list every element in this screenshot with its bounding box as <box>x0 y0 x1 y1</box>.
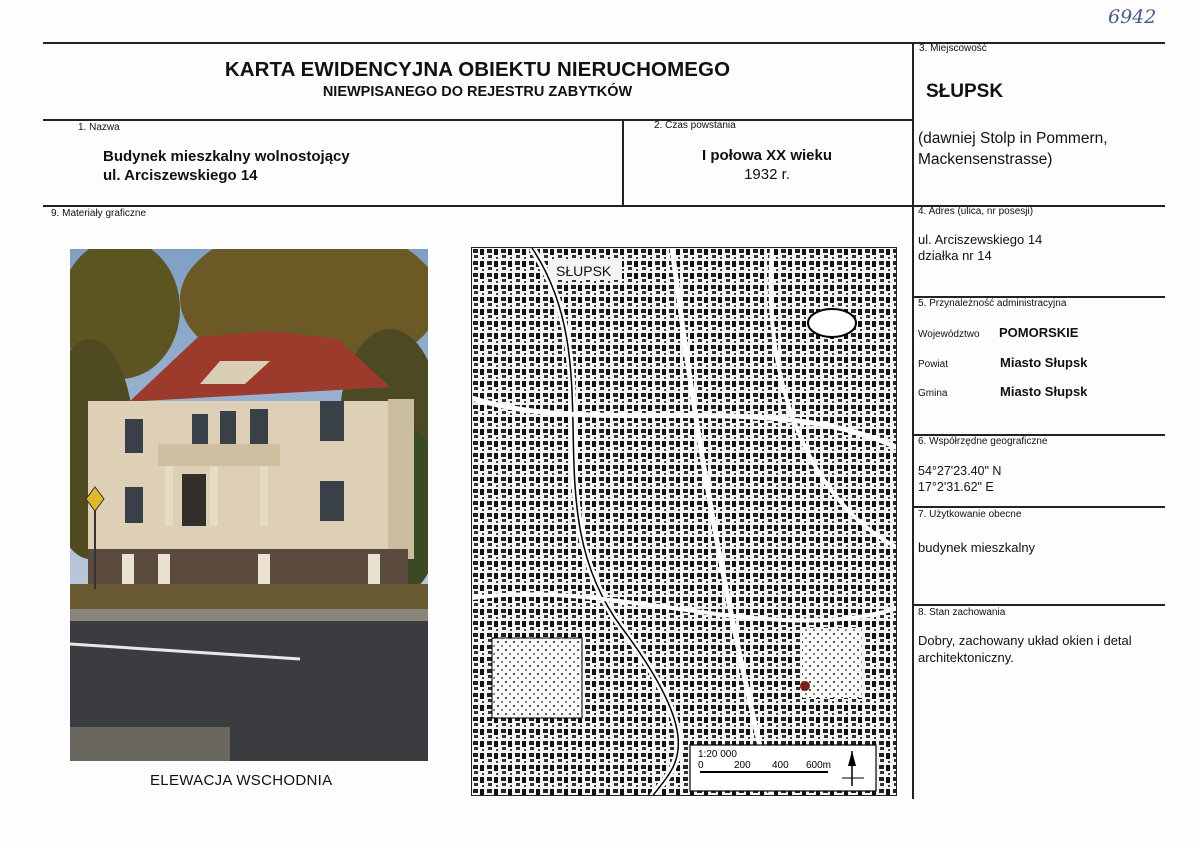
field9-label: 9. Materiały graficzne <box>51 208 147 219</box>
map-scale-tick-400: 400 <box>772 760 789 771</box>
document-title: KARTA EWIDENCYJNA OBIEKTU NIERUCHOMEGO <box>224 58 731 81</box>
document-number: 6942 <box>1108 6 1157 28</box>
object-name: Budynek mieszkalny wolnostojący <box>103 148 350 165</box>
field7-label: 7. Użytkowanie obecne <box>918 509 1022 520</box>
object-street: ul. Arciszewskiego 14 <box>103 167 258 184</box>
field1-label: 1. Nazwa <box>78 122 120 133</box>
top-border <box>43 42 1165 44</box>
longitude: 17°2'31.62" E <box>918 480 994 494</box>
county-key: Powiat <box>918 359 949 370</box>
map-scale-text: 1:20 000 <box>698 749 737 760</box>
locality-note-line2: Mackensenstrasse) <box>918 151 1053 168</box>
field8-label: 8. Stan zachowania <box>918 607 1006 618</box>
field4-label: 4. Adres (ulica, nr posesji) <box>918 206 1034 217</box>
photo-caption: ELEWACJA WSCHODNIA <box>150 772 333 789</box>
building-photo-drawing <box>70 249 428 761</box>
voivodeship-value: POMORSKIE <box>999 325 1079 340</box>
condition-line2: architektoniczny. <box>918 650 1014 665</box>
construction-year: 1932 r. <box>744 166 790 183</box>
map-scale-tick-600: 600m <box>806 760 832 771</box>
location-marker-icon <box>800 681 810 691</box>
commune-key: Gmina <box>918 388 948 399</box>
field6-bottom-border <box>912 506 1165 508</box>
current-use: budynek mieszkalny <box>918 540 1036 555</box>
address-plot: działka nr 14 <box>918 248 992 263</box>
building-photo <box>70 249 428 761</box>
field3-label: 3. Miejscowość <box>919 43 987 54</box>
latitude: 54°27'23.40" N <box>918 464 1002 478</box>
field2-label: 2. Czas powstania <box>654 120 736 131</box>
commune-value: Miasto Słupsk <box>1000 384 1088 399</box>
col-divider-right <box>912 42 914 799</box>
field6-label: 6. Współrzędne geograficzne <box>918 436 1048 447</box>
location-map-drawing <box>472 248 897 796</box>
address-street: ul. Arciszewskiego 14 <box>918 232 1043 247</box>
field7-bottom-border <box>912 604 1165 606</box>
map-scale-tick-200: 200 <box>734 760 751 771</box>
map-city-label: SŁUPSK <box>556 263 612 279</box>
document-subtitle: NIEWPISANEGO DO REJESTRU ZABYTKÓW <box>322 84 633 100</box>
locality-note-line1: (dawniej Stolp in Pommern, <box>918 130 1108 147</box>
construction-period: I połowa XX wieku <box>701 147 833 164</box>
location-map <box>471 247 897 796</box>
voivodeship-key: Województwo <box>918 329 980 340</box>
field5-label: 5. Przynależność administracyjna <box>918 298 1067 309</box>
header-bottom-border <box>43 119 913 121</box>
map-scale-tick-0: 0 <box>698 760 704 771</box>
locality-value: SŁUPSK <box>926 81 1004 102</box>
county-value: Miasto Słupsk <box>1000 355 1088 370</box>
condition-line1: Dobry, zachowany układ okien i detal <box>918 633 1132 648</box>
